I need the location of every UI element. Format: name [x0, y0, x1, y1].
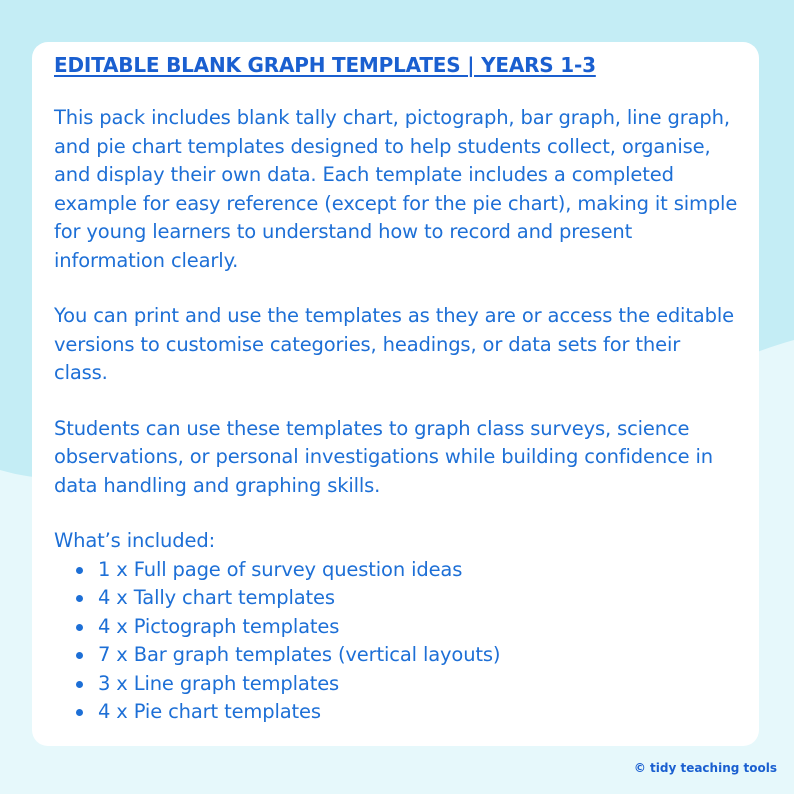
- bullet-icon: [76, 624, 83, 631]
- page-title: EDITABLE BLANK GRAPH TEMPLATES | YEARS 1-3: [54, 53, 596, 77]
- list-item-text: 4 x Pictograph templates: [98, 614, 340, 638]
- list-item: [76, 556, 739, 585]
- list-item-text: 3 x Line graph templates: [98, 671, 340, 695]
- intro-paragraph: This pack includes blank tally chart, pictograph, bar graph, line graph, and pie chart templates designed to help students collect, organise, and display their own data. Each template includes a completed example for easy reference (except for the pie chart), making it simple for young learners to understand how to record and present information clearly.: [54, 106, 738, 272]
- list-item: [76, 698, 739, 727]
- list-item-text: 1 x Full page of survey question ideas: [98, 557, 463, 581]
- list-item-text: 4 x Pie chart templates: [98, 700, 321, 723]
- bullet-icon: [76, 652, 83, 659]
- list-item-text: 7 x Bar graph templates (vertical layouts): [98, 643, 501, 666]
- usage-paragraph: Students can use these templates to graph class surveys, science observations, or personal investigations while building confidence in data handling and graphing skills.: [54, 416, 714, 497]
- list-item: [76, 584, 739, 613]
- list-item: [76, 613, 739, 642]
- copyright-footer: © tidy teaching tools: [633, 761, 777, 775]
- list-item: [76, 670, 739, 699]
- bullet-icon: [76, 595, 83, 602]
- included-heading: What’s included:: [54, 529, 215, 552]
- list-item-text: 4 x Tally chart templates: [98, 586, 335, 609]
- print-paragraph: You can print and use the templates as they are or access the editable versions to customise categories, headings, or data sets for their class.: [54, 304, 734, 384]
- included-list: [54, 556, 739, 727]
- bullet-icon: [76, 567, 83, 574]
- bullet-icon: [76, 681, 83, 688]
- list-item: [76, 641, 739, 670]
- bullet-icon: [76, 709, 83, 716]
- content-card: [32, 42, 759, 746]
